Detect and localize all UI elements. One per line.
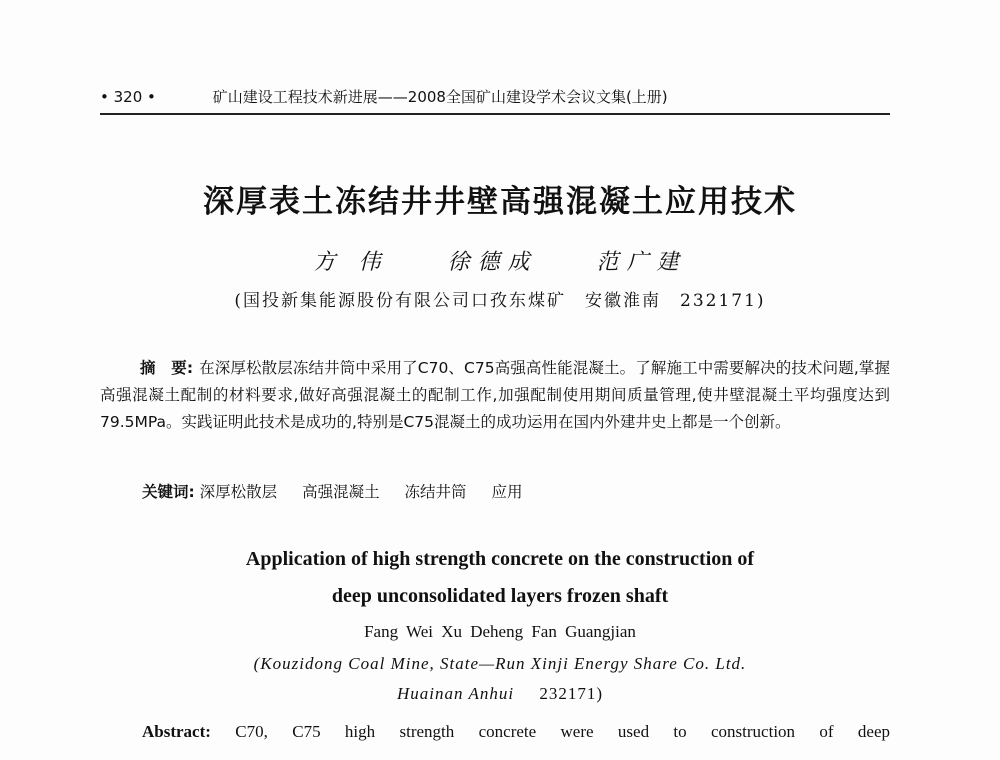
keyword: 高强混凝土 [302,483,380,501]
affiliation-en-place: Huainan Anhui [397,684,515,703]
author-name: 徐德成 [447,250,538,275]
keywords-label: 关键词: [142,483,195,501]
keyword: 应用 [491,483,523,501]
running-header [100,86,880,107]
author-name: 范广建 [596,250,687,275]
authors-en: Fang Wei Xu Deheng Fan Guangjian [364,622,636,641]
running-title: 矿山建设工程技术新进展——2008全国矿山建设学术会议文集(上册) [212,88,668,106]
page-number: • 320 • [100,88,156,106]
paper-title-cn: 深厚表土冻结井井壁高强混凝土应用技术 [203,184,797,220]
authors-cn [0,245,1000,276]
paper-title-en-line1: Application of high strength concrete on the construction of [245,548,755,570]
abstract-label-cn: 摘 要: [140,359,194,377]
keyword: 深厚松散层 [199,483,278,501]
abstract-text-en: C70, C75 high strength concrete were used to construction of deep [235,722,891,741]
keyword: 冻结井筒 [404,483,467,501]
abstract-label-en: Abstract: [142,722,211,741]
keywords-cn [142,480,543,502]
author-name: 方 伟 [313,250,389,275]
abstract-en [142,722,890,742]
header-rule [100,113,890,115]
affiliation-en-line1: (Kouzidong Coal Mine, State—Run Xinji Energy Share Co. Ltd. [253,654,747,673]
affiliation-en-zip: 232171) [539,684,603,703]
affiliation-en-line2 [0,684,1000,704]
abstract-text-cn: 在深厚松散层冻结井筒中采用了C70、C75高强高性能混凝土。了解施工中需要解决的技术问题,掌握高强混凝土配制的材料要求,做好高强混凝土的配制工作,加强配制使用期间质量管理,使井壁混凝土平均强度达到79.5MPa。实践证明此技术是成功的,特别是C75混凝土的成功运用在国内外建井史上都是一个创新。 [100,359,890,431]
paper-title-en-line2: deep unconsolidated layers frozen shaft [331,585,669,607]
abstract-cn [100,355,890,436]
affiliation-cn: (国投新集能源股份有限公司口孜东煤矿 安徽淮南 232171) [234,291,766,311]
